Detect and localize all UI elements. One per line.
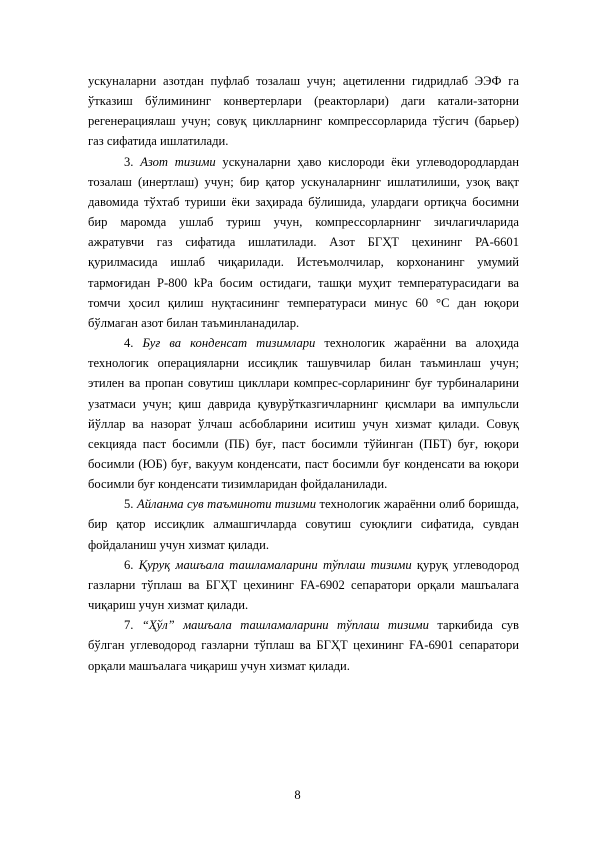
page-content [88, 71, 519, 676]
paragraph-title: Қуруқ машъала ташламаларини тўплаш тизими [138, 557, 412, 572]
paragraph-title: Айланма сув таъминоти тизими [137, 497, 316, 512]
paragraph-title: Азот тизими [140, 154, 216, 169]
paragraph-wet-flare-system [88, 615, 519, 675]
paragraph-nitrogen-system [88, 152, 519, 333]
intro-paragraph: ускуналарни азотдан пуфлаб тозалаш учун; ацетиленни гидридлаб ЭЭФ га ўтказиш бўлимининг конвертерлари (реакторлари) даги катали-заторни регенерациялаш учун; совуқ циклларнинг компрессорларида тўсгич (барьер) газ сифатида ишлатилади. [88, 74, 519, 149]
paragraph-number: 4. [124, 336, 134, 351]
paragraph-circulating-water-system [88, 494, 519, 554]
page-number: 8 [294, 788, 301, 802]
paragraph-number: 3. [124, 154, 134, 169]
paragraph-number: 7. [124, 618, 134, 633]
paragraph-number: 6. [124, 557, 134, 572]
paragraph-body: таркибида сув бўлган углеводород газларни тўплаш ва БГҲТ цехининг FA-6901 сепаратори орқали машъалага чиқариш учун хизмат қилади. [88, 618, 519, 673]
paragraph-steam-condensate-systems [88, 333, 519, 494]
paragraph-dry-flare-system [88, 555, 519, 615]
paragraph-body: технологик жараённи олиб боришда, бир қатор иссиқлик алмашгичларда совутиш суюқлиги сифатида, сувдан фойдаланиш учун хизмат қилади. [88, 497, 519, 552]
paragraph-number: 5. [124, 497, 134, 512]
paragraph-title: “Ҳўл” машъала ташламаларини тўплаш тизими [141, 618, 429, 633]
paragraph-title: Буғ ва конденсат тизимлари [142, 336, 316, 351]
paragraph-body: қуруқ углеводород газларни тўплаш ва БГҲТ цехининг FA-6902 сепаратори орқали машъалага чиқариш учун хизмат қилади. [88, 557, 519, 613]
paragraph-body: ускуналарни ҳаво кислороди ёки углеводородлардан тозалаш (инертлаш) учун; бир қатор ускуналарнинг ишлатилиши, узоқ вақт давомида тўхтаб туриши ёки заҳирада бўлишида, улардаги ортиқча босимни бир маромда ушлаб туриш учун, компрессорларнинг зичлагичларида ажратувчи газ сифатида ишлатилади. Азот БГҲТ цехининг РА-6601 қурилмасида ишлаб чиқарилади. Истеъмолчилар, корхонанинг умумий тармоғидан Р-800 kPa босим остидаги, ташқи муҳит температурасидаги ва томчи ҳосил қилиш нуқтасининг температураси минус 60 °С дан юқори бўлмаган азот билан таъминланадилар. [88, 154, 519, 330]
paragraph-body: технологик жараённи ва алоҳида технологик операцияларни иссиқлик ташувчилар билан таъминлаш учун; этилен ва пропан совутиш цикллари компрес-сорларининг буғ турбиналарини узатмаси учун; қиш даврида қувурўтказгичларнинг қисмлари ва импульсли йўллар ва назорат ўлчаш асбобларини иситиш учун хизмат қилади. Совуқ секцияда паст босимли (ПБ) буғ, паст босимли тўйинган (ПБТ) буғ, юқори босимли (ЮБ) буғ, вакуум конденсати, паст босимли буғ конденсати ва юқори босимли буғ конденсати тизимларидан фойдаланилади. [88, 336, 519, 492]
